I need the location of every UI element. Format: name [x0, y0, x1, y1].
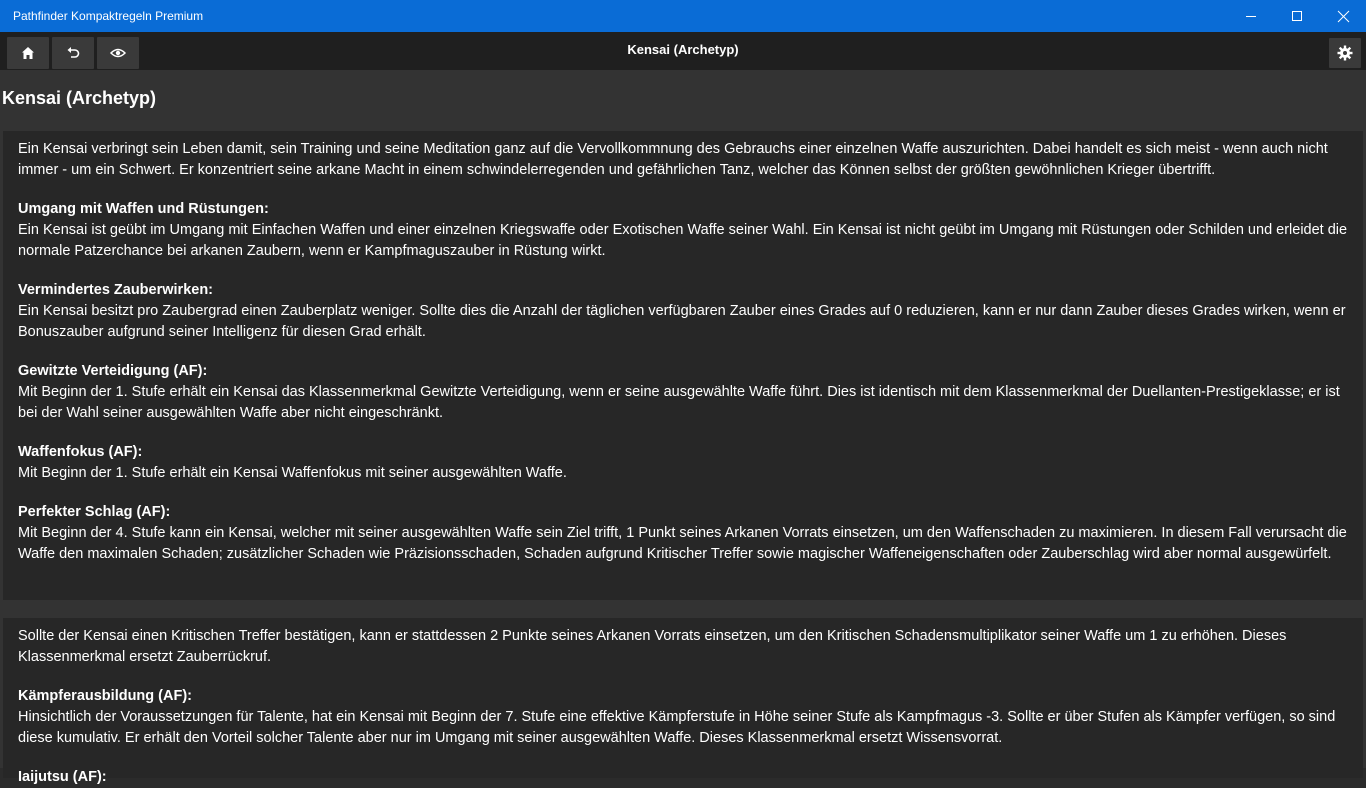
minimize-icon	[1246, 11, 1256, 21]
app-toolbar	[0, 32, 1366, 70]
section-text: Hinsichtlich der Voraussetzungen für Talente, hat ein Kensai mit Beginn der 7. Stufe eine effektive Kämpferstufe in Höhe seiner Stufe als Kampfmagus -3. Sollte er über Stufen als Kämpfer verfügen, so sind diese kumulativ. Er erhält den Vorteil solcher Talente aber nur im Umgang mit seiner ausgewählten Waffe. Dieses Klassenmerkmal ersetzt Wissensvorrat.	[18, 709, 1336, 746]
text-card	[3, 618, 1363, 785]
intro-text: Sollte der Kensai einen Kritischen Treffer bestätigen, kann er stattdessen 2 Punkte seines Arkanen Vorrats einsetzen, um den Kritischen Schadensmultiplikator seiner Waffe um 1 zu erhöhen. Dieses Klassenmerkmal ersetzt Zauberrückruf.	[18, 628, 1287, 665]
intro-paragraph	[18, 626, 1348, 668]
page-title: Kensai (Archetyp)	[2, 88, 157, 108]
section-heading: Perfekter Schlag (AF):	[18, 504, 171, 520]
window-title: Pathfinder Kompaktregeln Premium	[13, 9, 204, 23]
content-area[interactable]	[0, 70, 1366, 785]
section-heading: Kämpferausbildung (AF):	[18, 688, 192, 704]
gear-icon	[1337, 45, 1353, 61]
section-heading: Umgang mit Waffen und Rüstungen:	[18, 201, 269, 217]
close-icon	[1338, 11, 1349, 22]
view-button[interactable]	[97, 37, 139, 69]
maximize-button[interactable]	[1274, 0, 1320, 32]
section-fighter-training	[18, 686, 1348, 749]
close-button[interactable]	[1320, 0, 1366, 32]
text-card	[3, 131, 1363, 600]
section-weapon-focus	[18, 442, 1348, 484]
settings-button[interactable]	[1329, 38, 1361, 68]
intro-text: Ein Kensai verbringt sein Leben damit, sein Training und seine Meditation ganz auf die Vervollkommnung des Gebrauchs einer einzelnen Waffe auszurichten. Dabei handelt es sich meist - wenn auch nicht immer - um ein Schwert. Er konzentriert seine arkane Macht in einem schwindelerregenden und gefährlichen Tanz, welcher das Können selbst der größten gewöhnlichen Krieger übertrifft.	[18, 141, 1328, 178]
section-heading: Vermindertes Zauberwirken:	[18, 282, 214, 298]
section-diminished-spellcasting	[18, 280, 1348, 343]
section-text: Ein Kensai besitzt pro Zaubergrad einen Zauberplatz weniger. Sollte dies die Anzahl der täglichen verfügbaren Zauber eines Grades auf 0 reduzieren, kann er nur dann Zauber dieses Grades wirken, wenn er Bonuszauber aufgrund seiner Intelligenz für diesen Grad erhält.	[18, 303, 1346, 340]
section-text: Mit Beginn der 4. Stufe kann ein Kensai, welcher mit seiner ausgewählten Waffe sein Ziel trifft, 1 Punkt seines Arkanen Vorrats einsetzen, um den Waffenschaden zu maximieren. In diesem Fall verursacht die Waffe den maximalen Schaden; zusätzlicher Schaden wie Präzisionsschaden, Schaden aufgrund Kritischer Treffer sowie magischer Waffeneigenschaften oder Zauberschlag wird aber normal ausgewürfelt.	[18, 525, 1347, 562]
home-icon	[21, 46, 35, 60]
maximize-icon	[1292, 11, 1302, 21]
section-weapon-armor	[18, 199, 1348, 262]
section-text: Mit Beginn der 1. Stufe erhält ein Kensai Waffenfokus mit seiner ausgewählten Waffe.	[18, 465, 567, 481]
intro-paragraph	[18, 139, 1348, 181]
toolbar-title: Kensai (Archetyp)	[627, 42, 739, 57]
section-heading: Iaijutsu (AF):	[18, 769, 107, 785]
minimize-button[interactable]	[1228, 0, 1274, 32]
section-canny-defense	[18, 361, 1348, 424]
section-heading: Gewitzte Verteidigung (AF):	[18, 363, 208, 379]
section-text: Mit Beginn der 1. Stufe erhält ein Kensai das Klassenmerkmal Gewitzte Verteidigung, wenn er seine ausgewählte Waffe führt. Dies ist identisch mit dem Klassenmerkmal der Duellanten-Prestigeklasse; er ist bei der Wahl seiner ausgewählten Waffe aber nicht eingeschränkt.	[18, 384, 1340, 421]
title-bar	[0, 0, 1366, 32]
section-perfect-strike	[18, 502, 1348, 565]
section-text: Ein Kensai ist geübt im Umgang mit Einfachen Waffen und einer einzelnen Kriegswaffe oder Exotischen Waffe seiner Wahl. Ein Kensai ist nicht geübt im Umgang mit Rüstungen oder Schilden und erleidet die normale Patzerchance bei arkanen Zaubern, wenn er Kampfmaguszauber in Rüstung wirkt.	[18, 222, 1348, 259]
home-button[interactable]	[7, 37, 49, 69]
section-heading: Waffenfokus (AF):	[18, 444, 143, 460]
undo-icon	[66, 46, 80, 60]
eye-icon	[110, 47, 126, 59]
undo-button[interactable]	[52, 37, 94, 69]
section-iaijutsu	[18, 767, 1348, 788]
